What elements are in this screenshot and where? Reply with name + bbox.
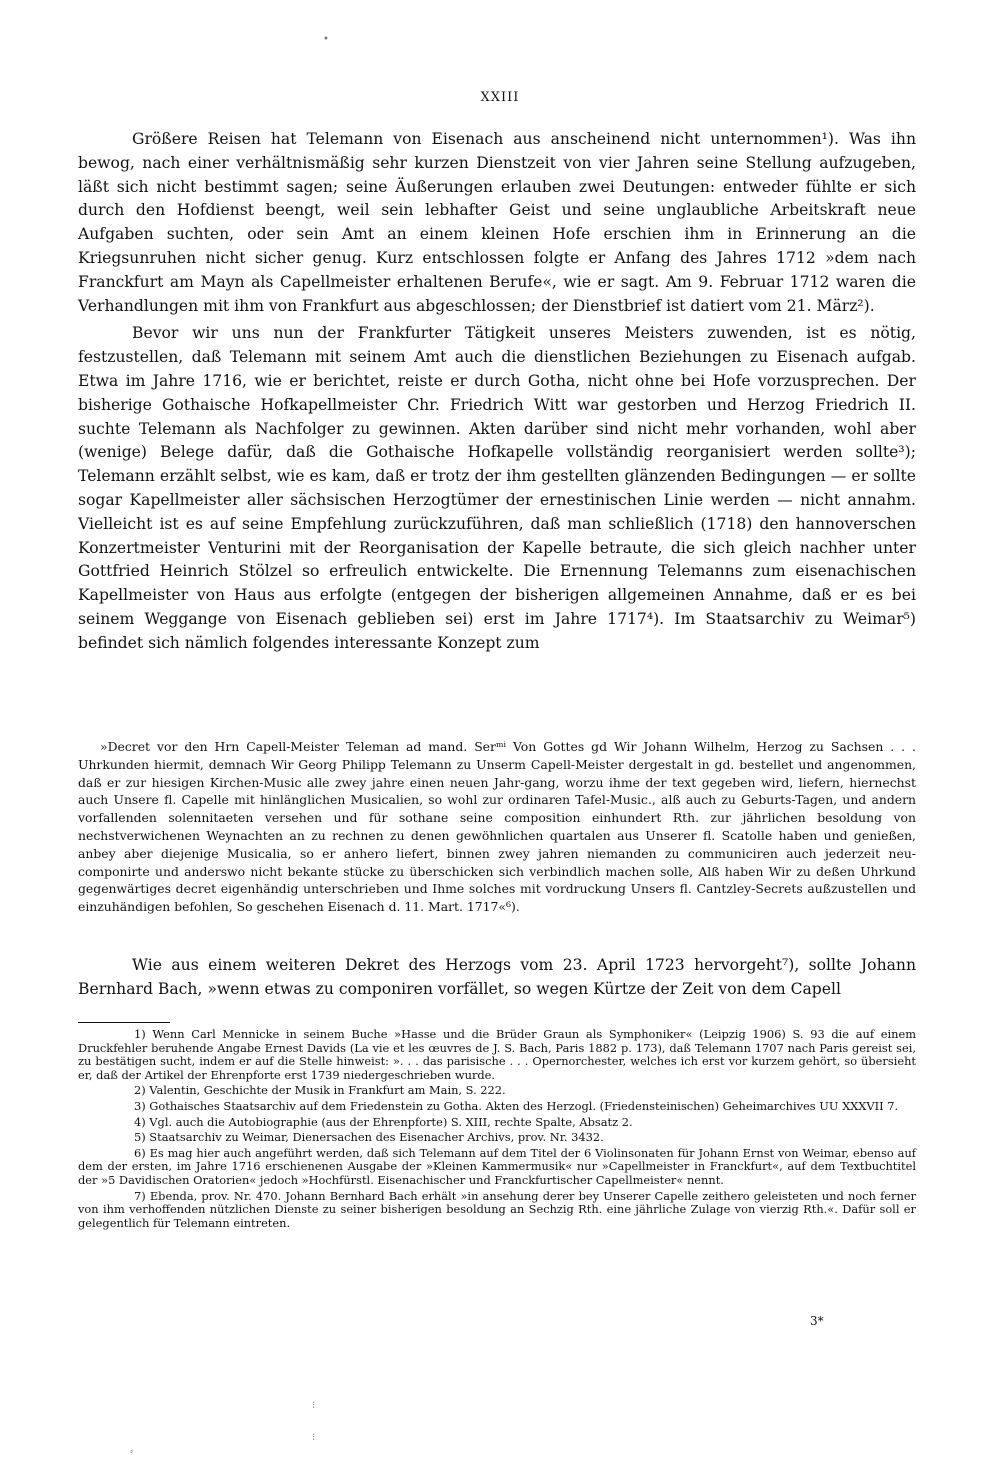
scan-speck: ⁝ xyxy=(312,1432,316,1443)
decree-quotation: »Decret vor den Hrn Capell-Meister Teleman ad mand. Serᵐⁱ Von Gottes gd Wir Johann Wilhelm, Herzog zu Sachsen . . . Uhrkunden hiermit, demnach Wir Georg Philipp Telemann zu Unserm Capell-Meister dergestalt in gd. bestellet und angenommen, daß er zur hiesigen Kirchen-Music alle zwey jahre einen neuen Jahr-gang, worzu ihme der text gegeben wird, liefern, hiernechst auch Unsere fl. Capelle mit hinlänglichen Musicalien, so wohl zur ordinaren Tafel-Music., alß auch zu Geburts-Tagen, und andern vorfallenden solennitaeten versehen und für sothane seine composition einhundert Rth. zur jährlichen besoldung von nechstverwichenen Weynachten an zu rechnen zu denen gewöhnlichen quartalen aus Unserer fl. Scatolle haben und genießen, anbey aber diejenige Musicalia, so er anhero liefert, binnen zwey jahren niemanden zu communiciren auch jederzeit neu-componirte und anderswo nicht bekante stücke zu überschicken sich verbindlich machen solle, Alß haben Wir zu deßen Uhrkund gegenwärtiges decret eigenhändig unterschrieben und Ihme solches mit vordruckung Unsers fl. Cantzley-Secrets außzustellen und einzuhändigen befohlen, So geschehen Eisenach d. 11. Mart. 1717«⁶). xyxy=(78,739,916,915)
scan-speck: ⸗ xyxy=(130,1446,134,1457)
footnotes xyxy=(78,1028,916,1230)
sheet-signature: 3* xyxy=(810,1314,824,1328)
paragraph: Bevor wir uns nun der Frankfurter Tätigkeit unseres Meisters zuwenden, ist es nötig, festzustellen, daß Telemann mit seinem Amt auch die dienstlichen Beziehungen zu Eisenach aufgab. Etwa im Jahre 1716, wie er berichtet, reiste er durch Gotha, nicht ohne bei Hofe vorzusprechen. Der bisherige Gothaische Hofkapellmeister Chr. Friedrich Witt war gestorben und Herzog Friedrich II. suchte Telemann als Nachfolger zu gewinnen. Akten darüber sind nicht mehr vorhanden, wohl aber (wenige) Belege dafür, daß die Gothaische Hofkapelle vollständig reorganisiert werden sollte³); Telemann erzählt selbst, wie es kam, daß er trotz der ihm gestellten glänzenden Bedingungen — er sollte sogar Kapellmeister aller sächsischen Herzogtümer der ernestinischen Linie werden — nicht annahm. Vielleicht ist es auf seine Empfehlung zurückzuführen, daß man schließlich (1718) den hannoverschen Konzertmeister Venturini mit der Reorganisation der Kapelle betraute, die sich gleich nachher unter Gottfried Heinrich Stölzel so erfreulich entwickelte. Die Ernennung Telemanns zum eisenachischen Kapellmeister von Haus aus erfolgte (entgegen der bisherigen allgemeinen Annahme, daß er es bei seinem Weggange von Eisenach geblieben sei) erst im Jahre 1717⁴). Im Staatsarchiv zu Weimar⁵) befindet sich nämlich folgendes interessante Konzept zum xyxy=(78,324,916,652)
main-text xyxy=(78,128,916,656)
footnote: 5) Staatsarchiv zu Weimar, Dienersachen des Eisenacher Archivs, prov. Nr. 3432. xyxy=(134,1130,604,1145)
scan-speck: ⁝ xyxy=(312,1400,316,1411)
footnote-rule xyxy=(78,1022,170,1023)
page-speck: • xyxy=(323,34,329,45)
footnote: 2) Valentin, Geschichte der Musik in Frankfurt am Main, S. 222. xyxy=(134,1083,506,1098)
footnote: 6) Es mag hier auch angeführt werden, daß sich Telemann auf dem Titel der 6 Violinsonaten für Johann Ernst von Weimar, ebenso auf dem der ersten, im Jahre 1716 erschienenen Ausgabe der »Kleinen Kammermusik« nur »Capellmeister in Franckfurt«, auf dem Textbuchtitel der »5 Davidischen Oratorien« jedoch »Hochfürstl. Eisenachischer und Franckfurtischer Capellmeister« nennt. xyxy=(78,1145,916,1187)
footnote: 7) Ebenda, prov. Nr. 470. Johann Bernhard Bach erhält »in ansehung derer bey Unserer Capelle zeithero geleisteten und noch ferner von ihm verhoffenden nützlichen Dienste zu seiner bisherigen besoldung an Sechzig Rth. eine jährliche Zulage von vierzig Rth.«. Dafür soll er gelegentlich für Telemann eintreten. xyxy=(78,1188,916,1230)
paragraph-after-quotation: Wie aus einem weiteren Dekret des Herzogs vom 23. April 1723 hervorgeht⁷), sollte Johann Bernhard Bach, »wenn etwas zu componiren vorfället, so wegen Kürtze der Zeit von dem Capell xyxy=(78,956,916,998)
page-number: XXIII xyxy=(480,90,520,105)
footnote: 4) Vgl. auch die Autobiographie (aus der Ehrenpforte) S. XIII, rechte Spalte, Absatz 2. xyxy=(134,1114,633,1129)
footnote: 1) Wenn Carl Mennicke in seinem Buche »Hasse und die Brüder Graun als Symphoniker« (Leipzig 1906) S. 93 die auf einem Druckfehler beruhende Angabe Ernest Davids (La vie et les œuvres de J. S. Bach, Paris 1882 p. 173), daß Telemann 1707 nach Paris gereist sei, zu bestätigen sucht, indem er auf die Stelle hinweist: ». . . das parisische . . . Opernorchester, welches ich erst vor kurzem gehört, so übersieht er, daß der Artikel der Ehrenpforte erst 1739 niedergeschrieben wurde. xyxy=(78,1027,916,1082)
paragraph: Größere Reisen hat Telemann von Eisenach aus anscheinend nicht unternommen¹). Was ihn bewog, nach einer verhältnismäßig sehr kurzen Dienstzeit von vier Jahren seine Stellung aufzugeben, läßt sich nicht bestimmt sagen; seine Äußerungen erlauben zwei Deutungen: entweder fühlte er sich durch den Hofdienst beengt, weil sein lebhafter Geist und seine unglaubliche Arbeitskraft neue Aufgaben suchten, oder sein Amt an einem kleinen Hofe erschien ihm in Erinnerung an die Kriegsunruhen nicht sicher genug. Kurz entschlossen folgte er Anfang des Jahres 1712 »dem nach Franckfurt am Mayn als Capellmeister erhaltenen Berufe«, wie er sagt. Am 9. Februar 1712 waren die Verhandlungen mit ihm von Frankfurt aus abgeschlossen; der Dienstbrief ist datiert vom 21. März²). xyxy=(78,130,916,315)
footnote: 3) Gothaisches Staatsarchiv auf dem Friedenstein zu Gotha. Akten des Herzogl. (Friedensteinischen) Geheimarchives UU XXXVII 7. xyxy=(134,1098,899,1113)
